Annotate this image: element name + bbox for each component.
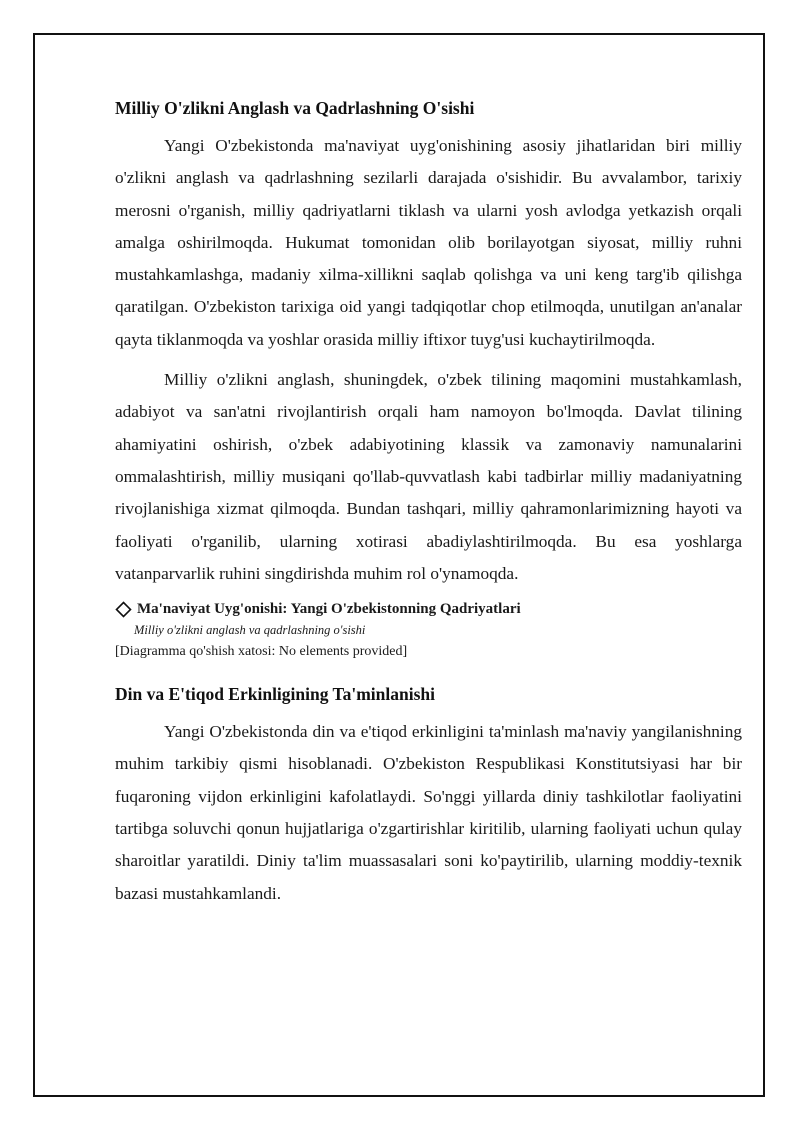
diamond-icon bbox=[115, 601, 132, 618]
diagram-title-text: Ma'naviyat Uyg'onishi: Yangi O'zbekistonning Qadriyatlari bbox=[137, 601, 521, 618]
diagram-title bbox=[115, 598, 742, 620]
diagram-error-message: [Diagramma qo'shish xatosi: No elements provided] bbox=[115, 644, 408, 660]
section-heading: Milliy O'zlikni Anglash va Qadrlashning O'sishi bbox=[115, 98, 475, 118]
section-heading: Din va E'tiqod Erkinligining Ta'minlanishi bbox=[115, 684, 435, 705]
document-body bbox=[115, 96, 742, 918]
paragraph: Yangi O'zbekistonda ma'naviyat uyg'onishining asosiy jihatlaridan biri milliy o'zlikni anglash va qadrlashning sezilarli darajada o'sishidir. Bu avvalambor, tarixiy merosni o'rganish, milliy qadriyatlarni tiklash va ularni yosh avlodga yetkazish orqali amalga oshirilmoqda. Hukumat tomonidan olib borilayotgan siyosat, milliy ruhni mustahkamlashga, madaniy xilma-xillikni saqlab qolishga va uni keng targ'ib qilishga qaratilgan. O'zbekiston tarixiga oid yangi tadqiqotlar chop etilmoqda, unutilgan an'analar qayta tiklanmoqda va yoshlar orasida milliy iftixor tuyg'usi kuchaytirilmoqda. bbox=[115, 136, 742, 349]
diagram-placeholder bbox=[115, 598, 742, 664]
diagram-subtitle: Milliy o'zlikni anglash va qadrlashning o'sishi bbox=[134, 623, 366, 638]
paragraph: Milliy o'zlikni anglash, shuningdek, o'zbek tilining maqomini mustahkamlash, adabiyot va san'atni rivojlantirish orqali ham namoyon bo'lmoqda. Davlat tilining ahamiyatini oshirish, o'zbek adabiyotining klassik va zamonaviy namunalarini ommalashtirish, milliy musiqani qo'llab-quvvatlash kabi tadbirlar milliy madaniyatning rivojlanishiga xizmat qilmoqda. Bundan tashqari, milliy qahramonlarimizning hayoti va faoliyati o'rganilib, ularning xotirasi abadiylashtirilmoqda. Bu esa yoshlarga vatanparvarlik ruhini singdirishda muhim rol o'ynamoqda. bbox=[115, 370, 742, 583]
paragraph: Yangi O'zbekistonda din va e'tiqod erkinligini ta'minlash ma'naviy yangilanishning muhim tarkibiy qismi hisoblanadi. O'zbekiston Respublikasi Konstitutsiyasi har bir fuqaroning vijdon erkinligini kafolatlaydi. So'nggi yillarda diniy tashkilotlar faoliyatini tartibga soluvchi qonun hujjatlariga o'zgartirishlar kiritilib, ularning faoliyati uchun qulay sharoitlar yaratildi. Diniy ta'lim muassasalari soni ko'paytirilib, ularning moddiy-texnik bazasi mustahkamlandi. bbox=[115, 722, 742, 903]
